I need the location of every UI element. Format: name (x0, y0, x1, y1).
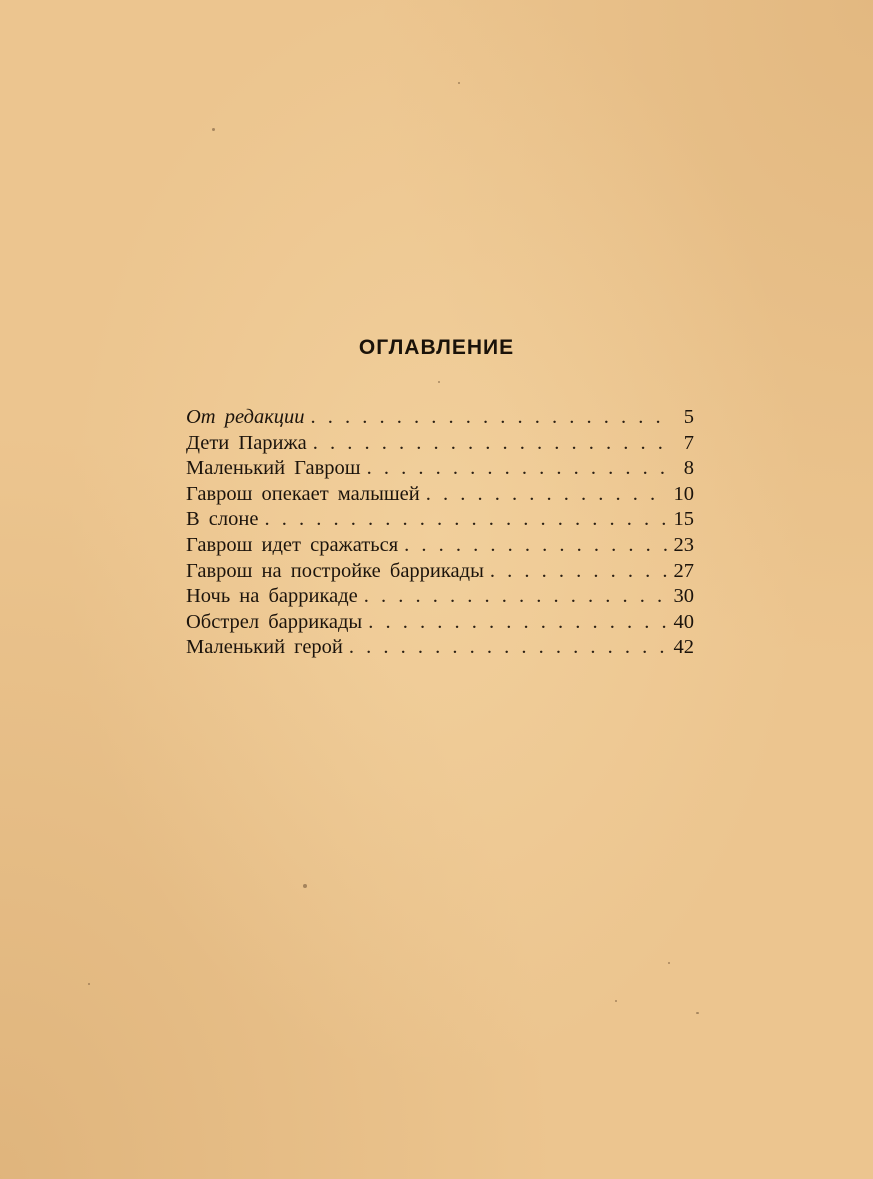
toc-entry-title: Маленький герой (186, 636, 343, 659)
toc-entry-title: От редакции (186, 406, 305, 428)
toc-entry (186, 431, 694, 457)
toc-dot-leader (420, 482, 668, 508)
table-of-contents (186, 405, 694, 661)
page-title: ОГЛАВЛЕНИЕ (358, 336, 515, 359)
toc-entry-title: Гаврош на постройке баррикады (186, 559, 484, 582)
toc-entry-title: Маленький Гаврош (186, 457, 361, 480)
toc-entry-page: 30 (673, 585, 694, 608)
toc-dot-leader (361, 456, 668, 482)
toc-entry-page: 42 (673, 636, 694, 659)
toc-entry (186, 559, 694, 585)
toc-entry-page: 15 (673, 508, 694, 531)
toc-entry-title: Обстрел баррикады (186, 610, 363, 633)
paper-speck (438, 381, 440, 383)
toc-dot-leader (343, 635, 668, 661)
toc-dot-leader (484, 559, 668, 585)
toc-entry (186, 456, 694, 482)
toc-entry-page: 40 (673, 610, 694, 633)
toc-entry-title: Дети Парижа (186, 431, 307, 454)
paper-speck (668, 962, 670, 964)
toc-entry (186, 482, 694, 508)
toc-dot-leader (307, 431, 668, 457)
toc-entry-title: Ночь на баррикаде (186, 585, 358, 608)
toc-entry-title: В слоне (186, 508, 259, 531)
toc-entry-page: 5 (683, 406, 694, 428)
toc-entry-page: 23 (673, 533, 694, 556)
toc-dot-leader (258, 507, 668, 533)
toc-entry (186, 635, 694, 661)
toc-entry (186, 533, 694, 559)
paper-speck (458, 82, 460, 84)
toc-entry (186, 584, 694, 610)
paper-speck (696, 1012, 699, 1014)
toc-entry-title: Гаврош опекает малышей (186, 482, 420, 505)
toc-dot-leader (362, 610, 668, 636)
toc-dot-leader (358, 584, 668, 610)
toc-dot-leader (305, 405, 668, 431)
toc-entry (186, 507, 694, 533)
paper-speck (615, 1000, 617, 1002)
toc-dot-leader (398, 533, 668, 559)
toc-entry-page: 8 (683, 457, 694, 480)
paper-speck (212, 128, 215, 131)
toc-entry-title: Гаврош идет сражаться (186, 533, 399, 556)
toc-entry-page: 10 (673, 482, 694, 505)
paper-speck (88, 983, 90, 985)
paper-speck (303, 884, 307, 888)
toc-entry (186, 610, 694, 636)
toc-entry-page: 7 (683, 431, 694, 454)
toc-entry-page: 27 (673, 559, 694, 582)
toc-entry (186, 405, 694, 431)
